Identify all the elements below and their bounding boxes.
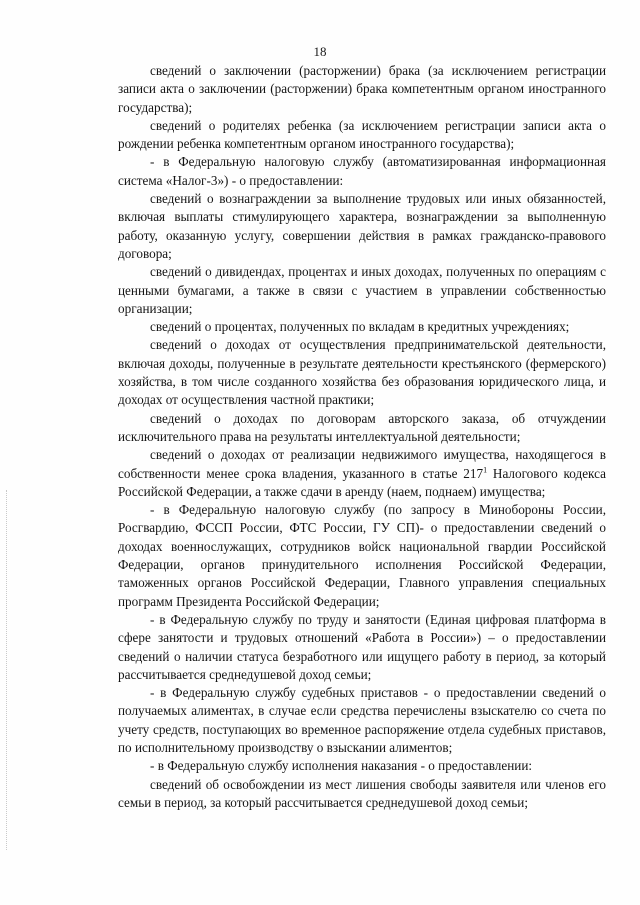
paragraph-release-from-prison: сведений об освобождении из мест лишения свободы заявителя или членов его семьи в период, за который рассчитывается среднедушевой доход семьи; — [118, 776, 606, 810]
property-text-before: сведений о доходах от реализации недвижимого имущества, находящегося в собственности менее срока владения, указанного в статье 217 — [118, 447, 606, 481]
paragraph-penitentiary-service: - в Федеральную службу исполнения наказания - о предоставлении: — [150, 758, 533, 774]
page-number: 18 — [313, 44, 327, 59]
paragraph-dividends: сведений о дивидендах, процентах и иных доходах, полученных по операциям с ценными бумагами, а также в связи с участием в управлении собственностью организации; — [118, 264, 606, 316]
document-body — [118, 62, 606, 812]
scan-margin-marks — [6, 490, 9, 850]
paragraph-entrepreneurship-income: сведений о доходах от осуществления предпринимательской деятельности, включая доходы, полученные в результате деятельности крестьянского (фермерского) хозяйства, в том числе созданного хозяйства без образования юридического лица, и доходах от осуществления частной практики; — [118, 337, 606, 408]
paragraph-deposit-interest: сведений о процентах, полученных по вкладам в кредитных учреждениях; — [150, 319, 570, 335]
paragraph-marriage-dissolution: сведений о заключении (расторжении) брака (за исключением регистрации записи акта о заключении (расторжении) брака компетентным органом иностранного государства); — [118, 63, 606, 115]
paragraph-copyright-income: сведений о доходах по договорам авторского заказа, об отчуждении исключительного права на результаты интеллектуальной деятельности; — [118, 410, 606, 444]
paragraph-unemployment-status: - в Федеральную службу по труду и занятости (Единая цифровая платформа в сфере занятости и трудовых отношений «Работа в России») – о предоставлении сведений о наличии статуса безработного или ищущего работу в период, за который рассчитывается среднедушевой доход семьи; — [118, 611, 606, 682]
paragraph-real-estate-income — [118, 446, 606, 501]
paragraph-labor-remuneration: сведений о вознаграждении за выполнение трудовых или иных обязанностей, включая выплаты стимулирующего характера, вознаграждении за выполненную работу, оказанную услугу, совершении действия в рамках гражданско-правового договора; — [118, 191, 606, 261]
paragraph-child-parents: сведений о родителях ребенка (за исключением регистрации записи акта о рождении ребенка компетентным органом иностранного государства); — [118, 117, 606, 152]
property-text-after: Налогового кодекса Российской Федерации, а также сдачи в аренду (наем, поднаем) имущества; — [118, 465, 606, 499]
paragraph-fns-nalog3: - в Федеральную налоговую службу (автоматизированная информационная система «Налог-3») - о предоставлении: — [118, 154, 606, 188]
article-superscript: 1 — [483, 465, 488, 475]
paragraph-military-income: - в Федеральную налоговую службу (по запросу в Минобороны России, Росгвардию, ФССП России, ФТС России, ГУ СП)- о предоставлении сведений о доходах военнослужащих, сотрудников войск национальной гвардии Российской Федерации, органов принудительного исполнения Российской Федерации, таможенных органов Российской Федерации, Главного управления специальных программ Президента Российской Федерации; — [118, 502, 606, 609]
paragraph-alimony: - в Федеральную службу судебных приставов - о предоставлении сведений о получаемых алиментах, в случае если средства перечислены взыскателю со счета по учету средств, поступающих во временное распоряжение отдела судебных приставов, по исполнительному производству о взыскании алиментов; — [118, 685, 606, 755]
